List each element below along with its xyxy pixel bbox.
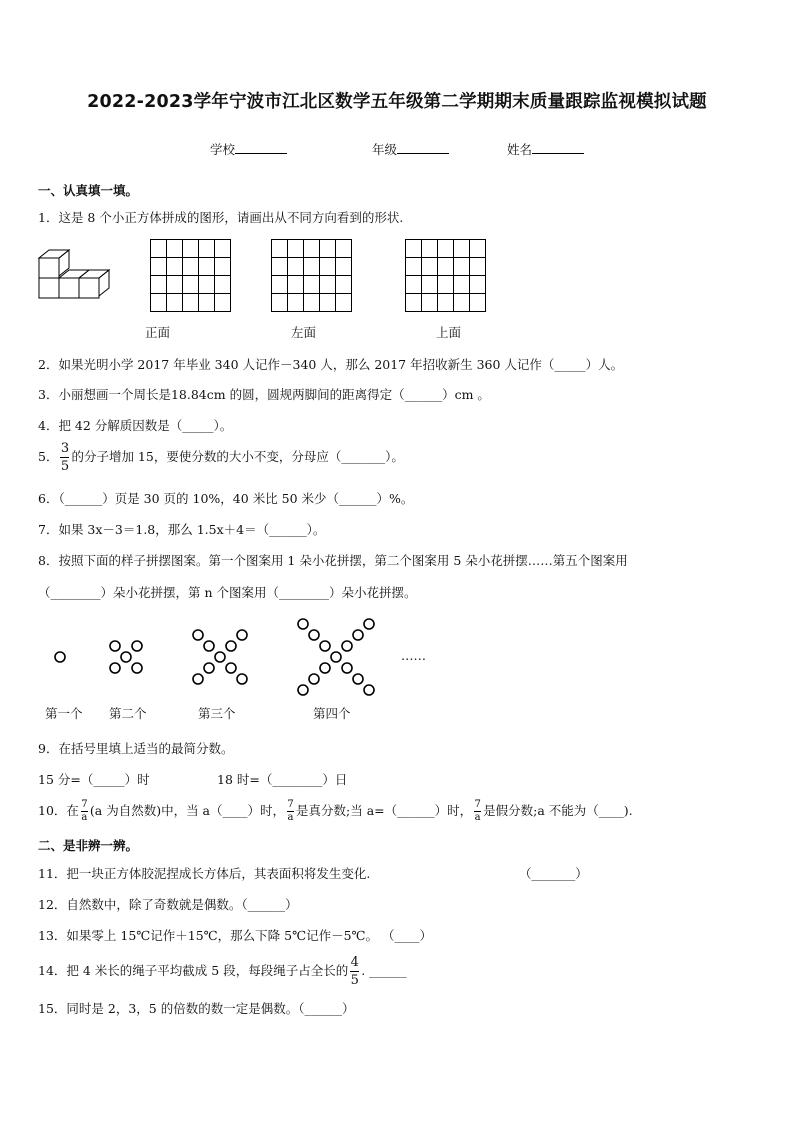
school-label: 学校: [210, 142, 236, 157]
flower-2-4: [132, 641, 142, 651]
pattern-ellipsis: ……: [401, 648, 426, 663]
label-left: 左面: [291, 325, 317, 340]
q10-numerator: 7: [287, 799, 294, 810]
flower-3-7: [193, 674, 203, 684]
flower-2-5: [110, 641, 120, 651]
flower-4-2: [342, 663, 352, 673]
cube-figure: [36, 244, 118, 302]
flower-patterns: [0, 600, 794, 710]
q14-fraction: [350, 956, 359, 987]
name-label: 姓名: [507, 142, 533, 157]
flower-4-1: [331, 652, 341, 662]
flower-3-1: [215, 652, 225, 662]
question-1: 1．这是 8 个小正方体拼成的图形，请画出从不同方向看到的形状.: [38, 210, 404, 225]
flower-4-4: [342, 641, 352, 651]
grade-blank: [397, 141, 449, 154]
question-12: 12．自然数中，除了奇数就是偶数。（______）: [38, 897, 298, 912]
page-title: 2022-2023学年宁波市江北区数学五年级第二学期期末质量跟踪监视模拟试题: [87, 92, 707, 112]
q5-numerator: 3: [60, 441, 70, 456]
question-3: 3．小丽想画一个周长是18.84cm 的圆，圆规两脚间的距离得定（______）cm 。: [38, 387, 490, 402]
q14-denominator: 5: [350, 973, 359, 988]
section-2-heading: 二、是非辨一辨。: [38, 838, 139, 853]
flower-2-2: [132, 663, 142, 673]
q5-prefix: 5．: [38, 449, 59, 464]
question-15: 15．同时是 2，3，5 的倍数的数一定是偶数。（______）: [38, 1001, 355, 1016]
question-6: 6．（______）页是 30 页的 10%，40 米比 50 米少（______）%。: [38, 491, 414, 506]
question-4: 4．把 42 分解质因数是（_____）。: [38, 418, 233, 433]
label-top: 上面: [436, 325, 462, 340]
flower-3-9: [193, 630, 203, 640]
flower-3-5: [204, 641, 214, 651]
top-view-grid[interactable]: [405, 239, 486, 312]
label-front: 正面: [145, 325, 171, 340]
name-blank: [532, 141, 584, 154]
flower-4-13: [298, 619, 308, 629]
grade-label: 年级: [372, 142, 398, 157]
grade-field: [372, 140, 449, 158]
question-11: 11．把一块正方体胶泥捏成长方体后，其表面积将发生变化.: [38, 866, 371, 881]
pattern-label-1: 第一个: [45, 706, 83, 721]
flower-4-3: [320, 663, 330, 673]
flower-3-8: [237, 630, 247, 640]
flower-4-12: [364, 619, 374, 629]
flower-3-4: [226, 641, 236, 651]
flower-2-1: [121, 652, 131, 662]
section-1-heading: 一、认真填一填。: [38, 183, 139, 198]
q10-numerator: 7: [474, 799, 481, 810]
flower-4-8: [353, 630, 363, 640]
q10-denominator: a: [287, 812, 294, 823]
flower-1-1: [55, 652, 65, 662]
q5-fraction: [60, 442, 69, 473]
flower-3-3: [204, 663, 214, 673]
flower-4-10: [364, 685, 374, 695]
question-7: 7．如果 3x－3＝1.8，那么 1.5x＋4＝（______）。: [38, 522, 326, 537]
q10-part-4: 是假分数;a 不能为（____).: [483, 803, 633, 818]
question-14: [38, 956, 407, 987]
front-view-grid[interactable]: [150, 239, 231, 312]
pattern-label-4: 第四个: [313, 706, 351, 721]
question-13: 13．如果零上 15℃记作＋15℃，那么下降 5℃记作－5℃。 （____）: [38, 928, 432, 943]
q10-fraction-1: [81, 800, 88, 823]
question-9-b: 18 时=（________）日: [217, 772, 348, 787]
question-9-a: 15 分=（_____）时: [38, 772, 150, 787]
flower-4-11: [298, 685, 308, 695]
q10-numerator: 7: [81, 799, 88, 810]
q5-denominator: 5: [60, 459, 70, 474]
flower-4-9: [309, 630, 319, 640]
name-field: [507, 140, 584, 158]
flower-3-6: [237, 674, 247, 684]
pattern-label-3: 第三个: [198, 706, 236, 721]
pattern-label-2: 第二个: [109, 706, 147, 721]
question-9-intro: 9．在括号里填上适当的最简分数。: [38, 741, 234, 756]
question-5: [38, 442, 404, 473]
q5-rest: 的分子增加 15，要使分数的大小不变，分母应（_______）。: [71, 449, 404, 464]
flower-2-3: [110, 663, 120, 673]
q10-fraction-2: [287, 800, 294, 823]
q14-prefix: 14．把 4 米长的绳子平均截成 5 段，每段绳子占全长的: [38, 963, 349, 978]
question-8-line-2: （________）朵小花拼摆，第 n 个图案用（________）朵小花拼摆。: [38, 585, 417, 600]
flower-4-5: [320, 641, 330, 651]
q10-part-3: 是真分数;当 a=（______）时，: [296, 803, 473, 818]
question-2: 2．如果光明小学 2017 年毕业 340 人记作－340 人，那么 2017 年招收新生 360 人记作（_____）人。: [38, 357, 624, 372]
question-10: [38, 800, 633, 823]
flower-4-6: [353, 674, 363, 684]
flower-4-7: [309, 674, 319, 684]
flower-3-2: [226, 663, 236, 673]
school-field: [210, 140, 287, 158]
question-8-line-1: 8．按照下面的样子拼摆图案。第一个图案用 1 朵小花拼摆，第二个图案用 5 朵小花拼摆……第五个图案用: [38, 553, 628, 568]
left-view-grid[interactable]: [271, 239, 352, 312]
school-blank: [235, 141, 287, 154]
question-11-answer: （_______）: [519, 866, 588, 881]
q10-part-1: 10．在: [38, 803, 79, 818]
q10-denominator: a: [81, 812, 88, 823]
q14-suffix: . ______: [361, 963, 407, 978]
q10-part-2: (a 为自然数)中，当 a（____）时，: [89, 803, 286, 818]
q10-denominator: a: [474, 812, 481, 823]
q10-fraction-3: [474, 800, 481, 823]
q14-numerator: 4: [350, 955, 359, 970]
